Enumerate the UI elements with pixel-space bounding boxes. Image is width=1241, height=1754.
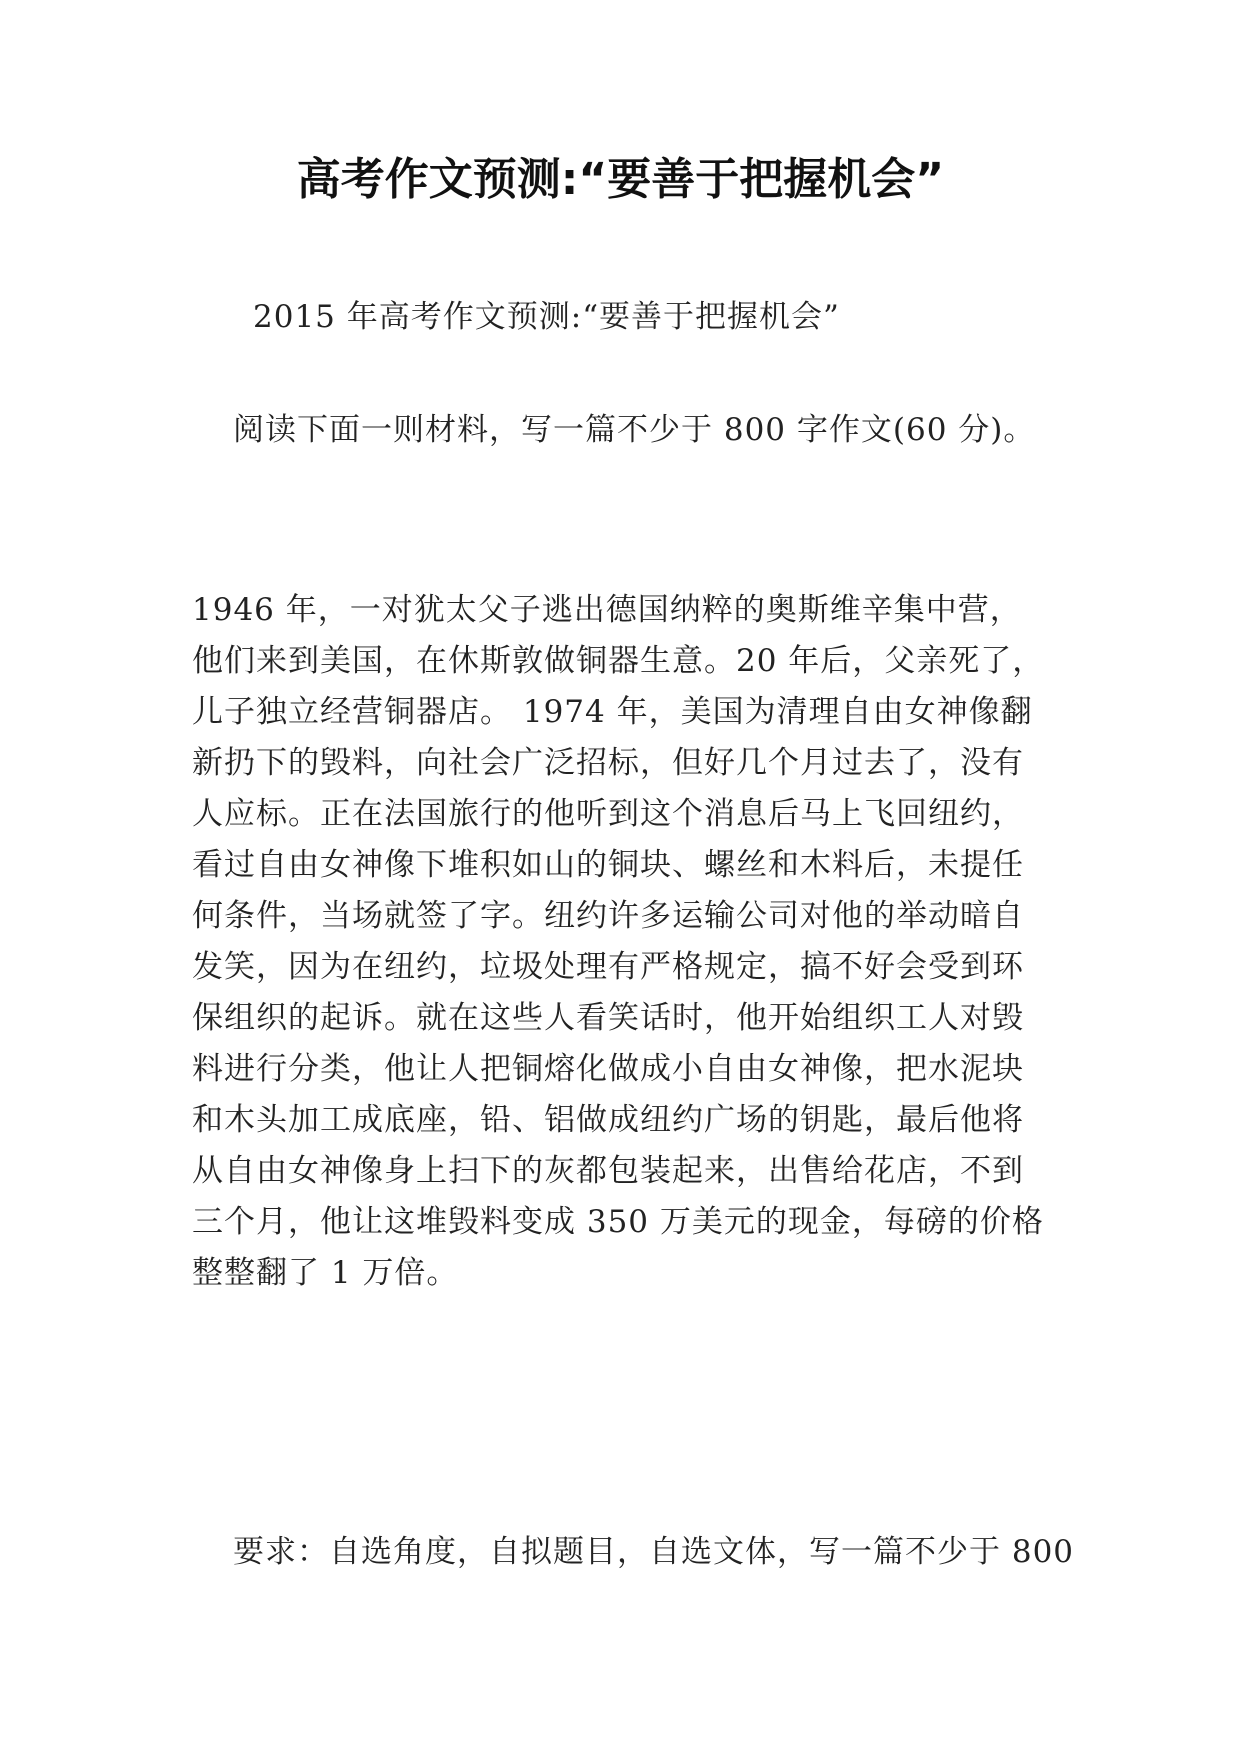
paragraph-line: 1946 年，一对犹太父子逃出德国纳粹的奥斯维辛集中营， [192,592,1022,628]
instruction-text: 阅读下面一则材料，写一篇不少于 800 字作文(60 分)。 [233,412,1036,448]
paragraph-line: 料进行分类，他让人把铜熔化做成小自由女神像，把水泥块 [192,1051,1024,1087]
paragraph-line: 发笑，因为在纽约，垃圾处理有严格规定，搞不好会受到环 [192,949,1024,985]
paragraph-line: 人应标。正在法国旅行的他听到这个消息后马上飞回纽约， [192,796,1024,832]
paragraph-line: 从自由女神像身上扫下的灰都包装起来，出售给花店，不到 [192,1153,1024,1189]
paragraph-line: 三个月，他让这堆毁料变成 350 万美元的现金，每磅的价格 [192,1204,1044,1240]
paragraph-line: 保组织的起诉。就在这些人看笑话时，他开始组织工人对毁 [192,1000,1024,1036]
paragraph-line: 何条件，当场就签了字。纽约许多运输公司对他的举动暗自 [192,898,1024,934]
paragraph-line: 看过自由女神像下堆积如山的铜块、螺丝和木料后，未提任 [192,847,1024,883]
requirement-text: 要求：自选角度，自拟题目，自选文体，写一篇不少于 800 [233,1534,1075,1570]
document-subtitle: 2015 年高考作文预测:“要善于把握机会” [253,299,840,335]
document-title: 高考作文预测:“要善于把握机会” [296,154,945,205]
paragraph-line: 整整翻了 1 万倍。 [192,1255,459,1291]
paragraph-line: 儿子独立经营铜器店。 1974 年，美国为清理自由女神像翻 [192,694,1033,730]
paragraph-line: 新扔下的毁料，向社会广泛招标，但好几个月过去了，没有 [192,745,1024,781]
paragraph-line: 他们来到美国，在休斯敦做铜器生意。20 年后，父亲死了， [192,643,1045,679]
paragraph-line: 和木头加工成底座，铅、铝做成纽约广场的钥匙，最后他将 [192,1102,1024,1138]
